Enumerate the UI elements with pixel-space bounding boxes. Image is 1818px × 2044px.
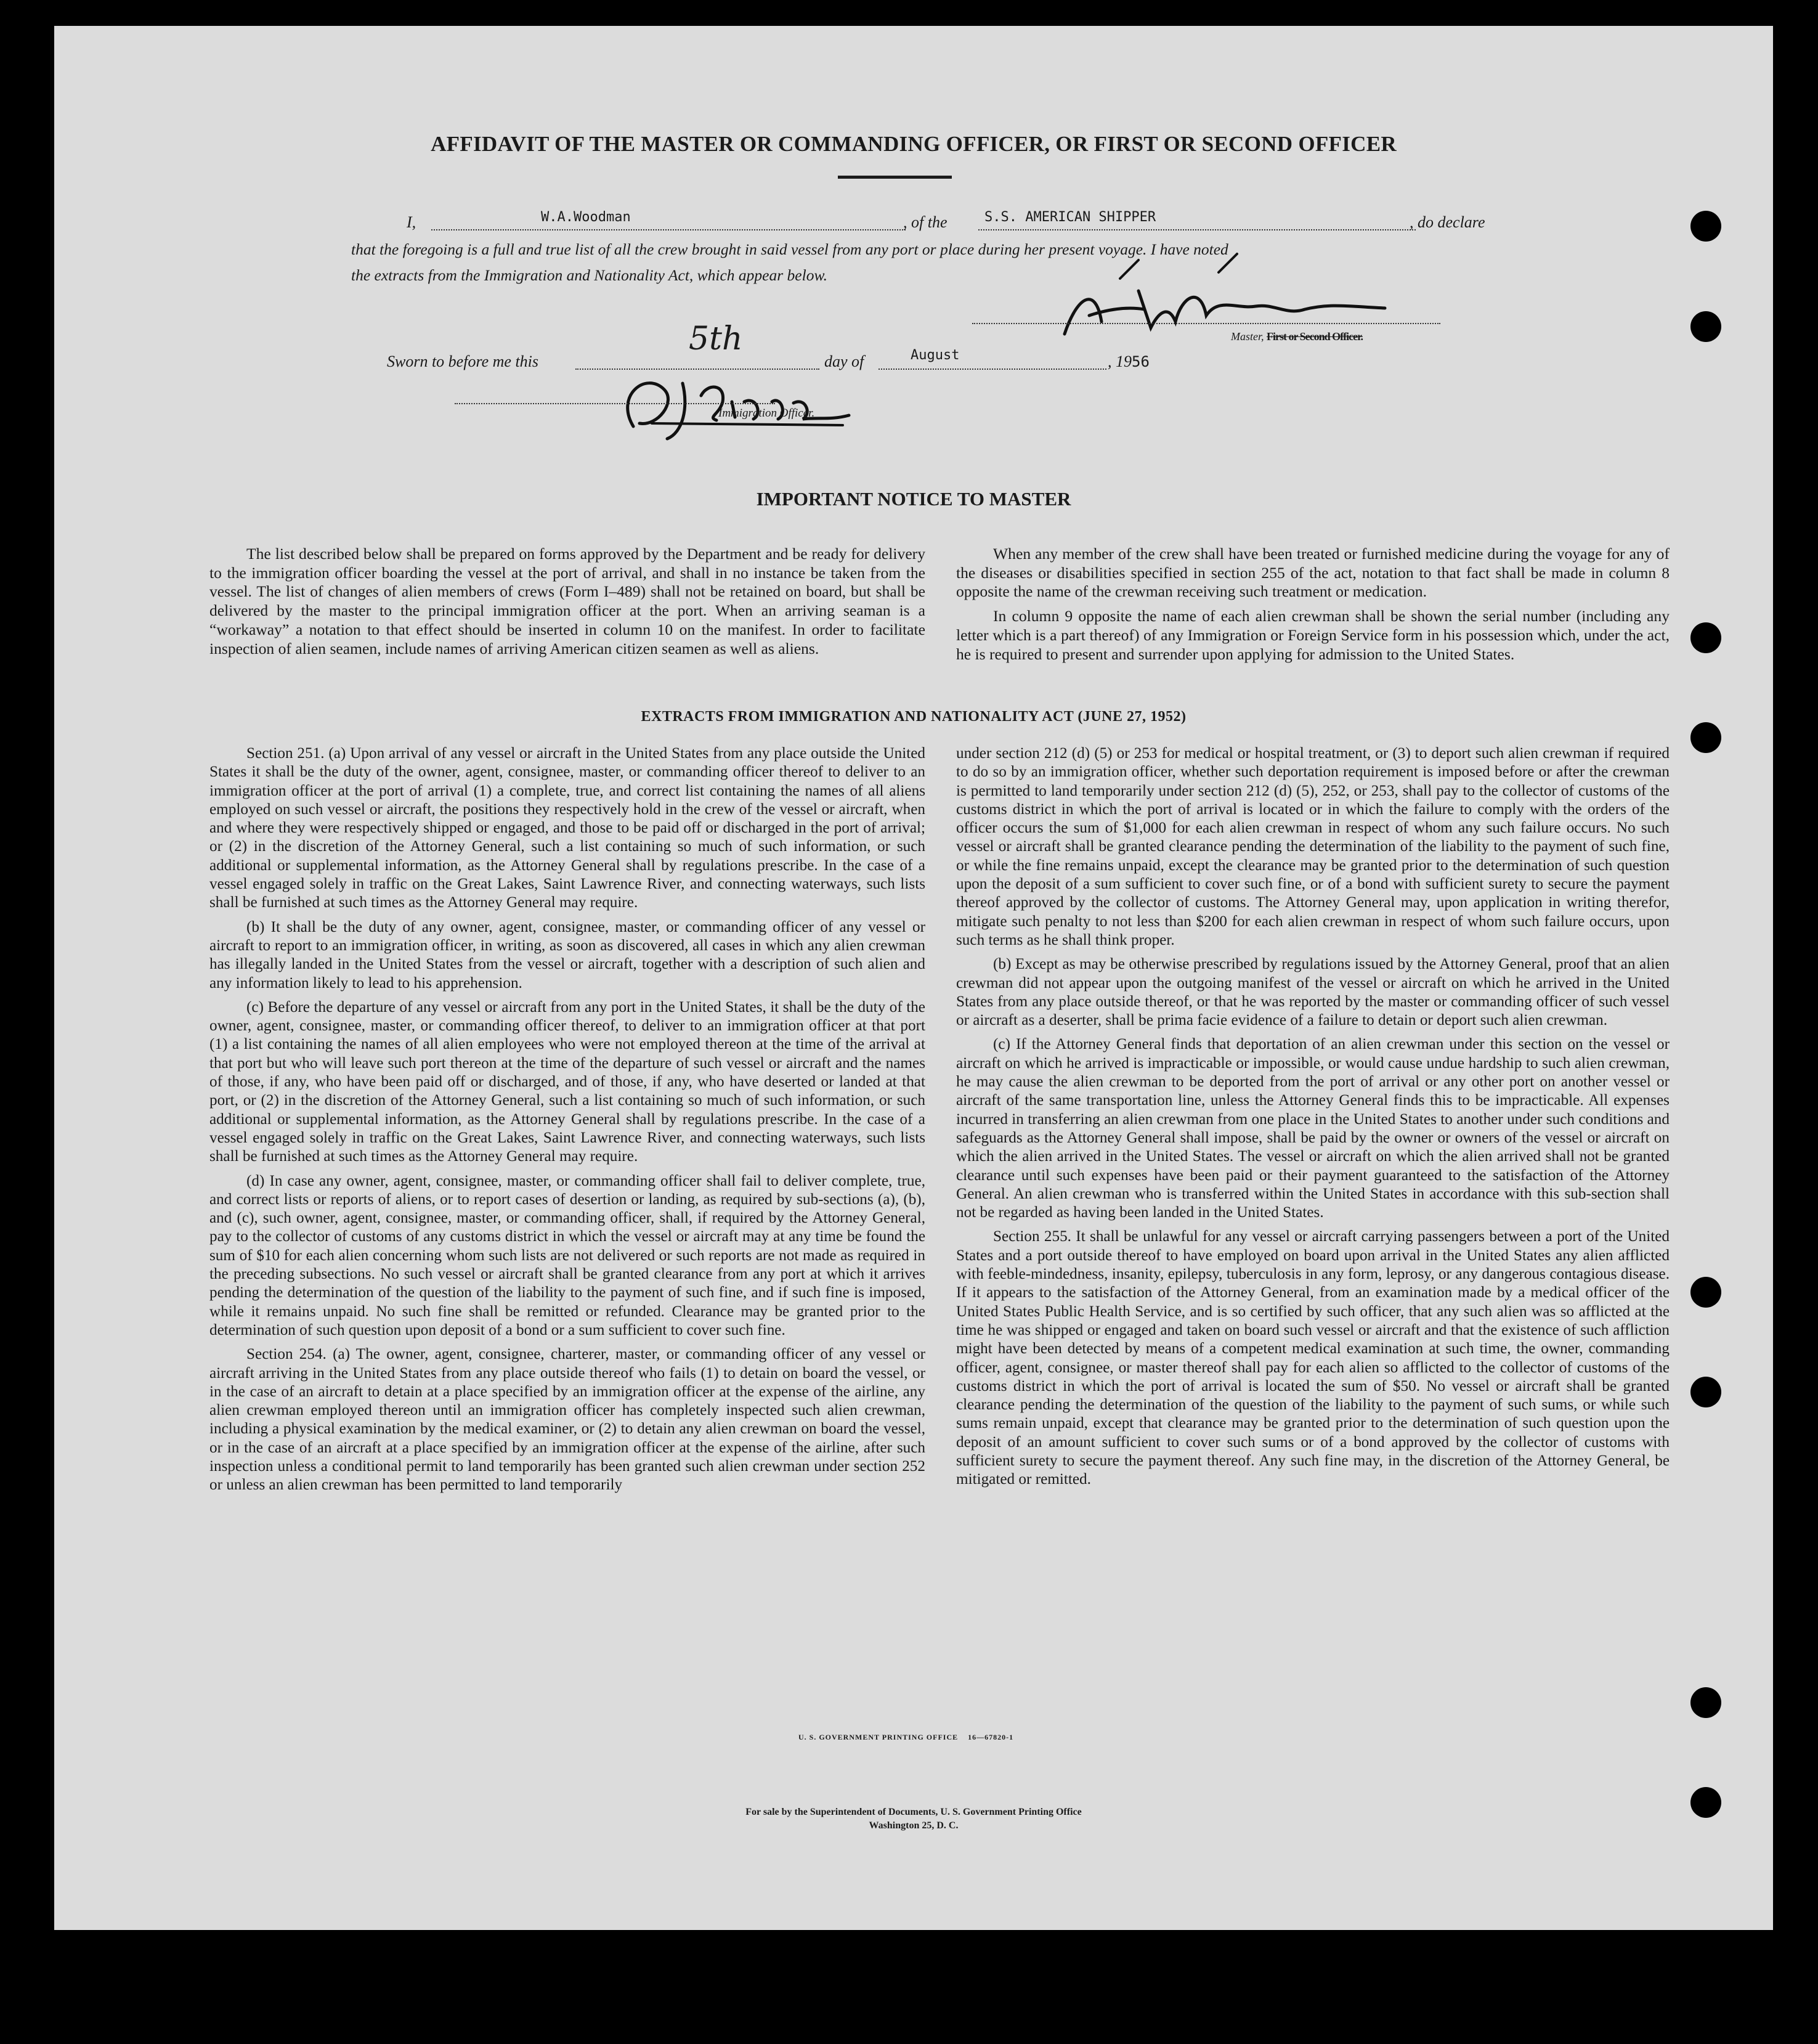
month-value: August [911, 348, 960, 363]
title-rule [838, 176, 952, 179]
extracts-title: EXTRACTS FROM IMMIGRATION AND NATIONALITY ACT (JUNE 27, 1952) [641, 709, 1187, 725]
extracts-right-column [956, 744, 1670, 1495]
year-prefix: , 19 [1108, 352, 1132, 370]
vessel-value: S.S. AMERICAN SHIPPER [984, 210, 1156, 225]
declare-label: , do declare [1410, 213, 1485, 231]
binder-hole [1690, 211, 1721, 242]
extract-paragraph: under section 212 (d) (5) or 253 for medical or hospital treatment, or (3) to deport such alien crewman if required to do so by an immigration officer, whether such deportation requirement is imposed before or after the crewman is permitted to land temporarily under section 212 (d) (5), 252, or 253, shall pay to the collector of customs of the customs district in which the port of arrival is located or in which the failure to comply with the orders of the officer occurs the sum of $1,000 for each alien crewman in respect of whom any such failure occurs. No such vessel or aircraft shall be granted clearance pending the determination of the liability to the payment of such fine, or while the fine remains unpaid, except the clearance may be granted prior to the determination of such question upon the deposit of a sum sufficient to cover such fine, or of a bond with sufficient surety to secure the payment thereof approved by the collector of customs. The Attorney General may, upon application in writing therefor, mitigate such penalty to not less than $200 for each alien crewman in respect of whom such failure occurs, upon such terms as he shall think proper. [956, 745, 1670, 948]
notice-right-text-2: In column 9 opposite the name of each alien crewman shall be shown the serial number (including any letter which is a part thereof) of any Immigration or Foreign Service form in his possession which, under the act, he is required to present and surrender upon applying for admission to the United States. [956, 607, 1670, 663]
binder-hole [1690, 1277, 1721, 1308]
notice-left-column [209, 545, 925, 664]
binder-hole [1690, 722, 1721, 753]
footer-line-2: Washington 25, D. C. [869, 1820, 959, 1831]
officer-label: Immigration Officer. [718, 407, 815, 420]
day-value: 5th [689, 320, 743, 357]
binder-hole [1690, 1687, 1721, 1718]
notice-right-text-1: When any member of the crew shall have been treated or furnished medicine during the voyage for any of the diseases or disabilities specified in section 255 of the act, notation to that fact shall be made in column 8 opposite the name of the crewman receiving such treatment or medication. [956, 545, 1670, 601]
extract-paragraph: (b) It shall be the duty of any owner, agent, consignee, master, or commanding officer of any vessel or aircraft to report to an immigration officer, in writing, as soon as discovered, all cases in which any alien crewman has illegally landed in the United States from the vessel or aircraft, together with a description of such alien and any information likely to lead to his apprehension. [209, 918, 925, 991]
master-signature-line [972, 322, 1440, 324]
extract-paragraph: (d) In case any owner, agent, consignee, master, or commanding officer shall fail to deliver complete, true, and correct lists or reports of aliens, or to report cases of desertion or landing, as required by sub-sections (a), (b), and (c), such owner, agent, consignee, master, or commanding officer, shall, if required by the Attorney General, pay to the collector of customs of any customs district in which the vessel or aircraft may at any time be found the sum of $10 for each alien concerning whom such lists are not delivered or such reports are not made as required in the preceding subsections. No such vessel or aircraft shall be granted clearance from any port at which it arrives pending the determination of the question of the liability to the payment of such fine, and if such fine is imposed, while it remains unpaid. No such fine shall be remitted or refunded. Clearance may be granted prior to the determination of such question upon deposit of a bond or a sum sufficient to cover such fine. [209, 1172, 925, 1338]
sworn-label: Sworn to before me this [387, 352, 539, 370]
document-page [54, 26, 1773, 1930]
notice-left-text: The list described below shall be prepared on forms approved by the Department and be ready for delivery to the immigration officer boarding the vessel at the port of arrival, and shall in no instance be taken from the vessel. The list of changes of alien members of crews (Form I–489) shall not be retained on board, but shall be delivered by the master to the principal immigration officer at the port. When an arriving seaman is a “workaway” a notation to that effect should be inserted in column 10 on the manifest. In order to facilitate inspection of alien seamen, include names of arriving American citizen seamen as well as aliens. [209, 545, 925, 658]
binder-hole [1690, 311, 1721, 342]
binder-hole [1690, 622, 1721, 653]
year-group [1108, 352, 1150, 371]
officer-signature-line [455, 402, 775, 404]
extract-paragraph: (c) If the Attorney General finds that deportation of an alien crewman under this section on the vessel or aircraft on which he arrived is impracticable or impossible, or would cause undue hardship to such alien crewman, he may cause the alien crewman to be deported from the port of arrival or any other port on another vessel or aircraft of the same transportation line, unless the Attorney General finds this to be impracticable. All expenses incurred in transferring an alien crewman from one place in the United States to another under such conditions and safeguards as the Attorney General shall impose, shall be paid by the owner or owners of the vessel or aircraft on which the alien arrived in the United States. The vessel or aircraft on which the alien arrived shall not be granted clearance until such expenses have been paid or their payment guaranteed to the satisfaction of the Attorney General. An alien crewman who is transferred within the United States in accordance with this sub-section shall not be regarded as having been landed in the United States. [956, 1036, 1670, 1221]
declaration-line-2: that the foregoing is a full and true list of all the crew brought in said vessel from any port or place during her present voyage. I have noted [351, 240, 1228, 258]
extracts-left-column [209, 744, 925, 1500]
affidavit-title: AFFIDAVIT OF THE MASTER OR COMMANDING OFFICER, OR FIRST OR SECOND OFFICER [431, 132, 1397, 156]
name-field [431, 211, 906, 230]
binder-hole [1690, 1377, 1721, 1407]
name-value: W.A.Woodman [541, 210, 631, 225]
extract-paragraph: Section 251. (a) Upon arrival of any vessel or aircraft in the United States from any place outside the United States it shall be the duty of the owner, agent, consignee, master, or commanding officer thereof to deliver to an immigration officer at the port of arrival (1) a complete, true, and correct list containing the names of all aliens employed on such vessel or aircraft, the positions they respectively hold in the crew of the vessel or aircraft, when and where they were respectively shipped or engaged, and those to be paid off or discharged in the port of arrival; or (2) in the discretion of the Attorney General, such a list containing so much of such information, or such additional or supplemental information, as the Attorney General shall by regulations prescribe. In the case of a vessel engaged solely in traffic on the Great Lakes, Saint Lawrence River, and connecting waterways, such lists shall be furnished at such times as the Attorney General may require. [209, 745, 925, 911]
master-label [1231, 330, 1363, 343]
gpo-imprint: U. S. GOVERNMENT PRINTING OFFICE 16—67820-1 [798, 1733, 1014, 1741]
master-struck-text: First or Second Officer. [1267, 330, 1363, 343]
extract-paragraph: (b) Except as may be otherwise prescribed by regulations issued by the Attorney General, proof that an alien crewman did not appear upon the outgoing manifest of the vessel or aircraft on which he arrived in the United States from any place outside thereof, or that he was reported by the master or commanding officer of such vessel or aircraft as a deserter, shall be prima facie evidence of a failure to detain or deport such alien crewman. [956, 956, 1670, 1029]
extract-paragraph: (c) Before the departure of any vessel or aircraft from any port in the United States, it shall be the duty of the owner, agent, consignee, master, or commanding officer thereof, to deliver to an immigration officer at that port (1) a list containing the names of all alien employees who were not employed thereon at the time of the arrival at that port but who will leave such port thereon at the time of the departure of such vessel or aircraft and the names of those, if any, who have been paid off or discharged, and of those, if any, who have deserted or landed at that port, or (2) in the discretion of the Attorney General, such a list containing so much of such information, or such additional or supplemental information, as the Attorney General shall by regulations prescribe. In the case of a vessel engaged solely in traffic on the Great Lakes, Saint Lawrence River, and connecting waterways, such lists shall be furnished at such times as the Attorney General may require. [209, 998, 925, 1165]
notice-title: IMPORTANT NOTICE TO MASTER [756, 488, 1071, 510]
footer [54, 1806, 1773, 1833]
day-of-label: day of [824, 352, 864, 370]
master-label-text: Master, [1231, 330, 1264, 343]
footer-line-1: For sale by the Superintendent of Documents, U. S. Government Printing Office [745, 1807, 1082, 1817]
notice-right-column [956, 545, 1670, 669]
i-label: I, [407, 213, 416, 231]
extract-paragraph: Section 255. It shall be unlawful for any vessel or aircraft carrying passengers between a port of the United States and a port outside thereof to have employed on board upon arrival in the United States any alien afflicted with feeble-mindedness, insanity, epilepsy, tuberculosis in any form, leprosy, or any dangerous contagious disease. If it appears to the satisfaction of the Attorney General, from an examination made by a medical officer of the United States Public Health Service, and is so certified by such officer, that any such alien was so afflicted at the time he was shipped or engaged and taken on board such vessel or aircraft and that the existence of such affliction might have been detected by means of a competent medical examination at such time, the owner, commanding officer, agent, consignee, or master thereof shall pay for each alien so afflicted to the collector of customs of the customs district in which the port of arrival is located the sum of $50. No vessel or aircraft shall be granted clearance pending the determination of the question of the liability to the payment of such sums, or while such sums remain unpaid, except that clearance may be granted prior to the determination of such question upon the deposit of an amount sufficient to cover such sums or of a bond approved by the collector of customs with sufficient surety to secure the payment thereof. Any such fine may, in the discretion of the Attorney General, be mitigated or remitted. [956, 1228, 1670, 1488]
year-value: 56 [1132, 353, 1150, 370]
declaration-line-3: the extracts from the Immigration and Nationality Act, which appear below. [351, 266, 827, 284]
extract-paragraph: Section 254. (a) The owner, agent, consignee, charterer, master, or commanding officer of any vessel or aircraft arriving in the United States from any place outside thereof who fails (1) to detain on board the vessel, or in the case of an aircraft to detain at a place specified by an immigration officer at the expense of the airline, any alien crewman employed thereon until an immigration officer has completely inspected such alien crewman, including a physical examination by the medical examiner, or (2) to detain any alien crewman on board the vessel, or in the case of an aircraft at a place specified by an immigration officer at the expense of the airline, after such inspection unless a conditional permit to land temporarily has been granted such alien crewman under section 252 or unless an alien crewman has been permitted to land temporarily [209, 1346, 925, 1494]
of-the-label: , of the [903, 213, 948, 231]
